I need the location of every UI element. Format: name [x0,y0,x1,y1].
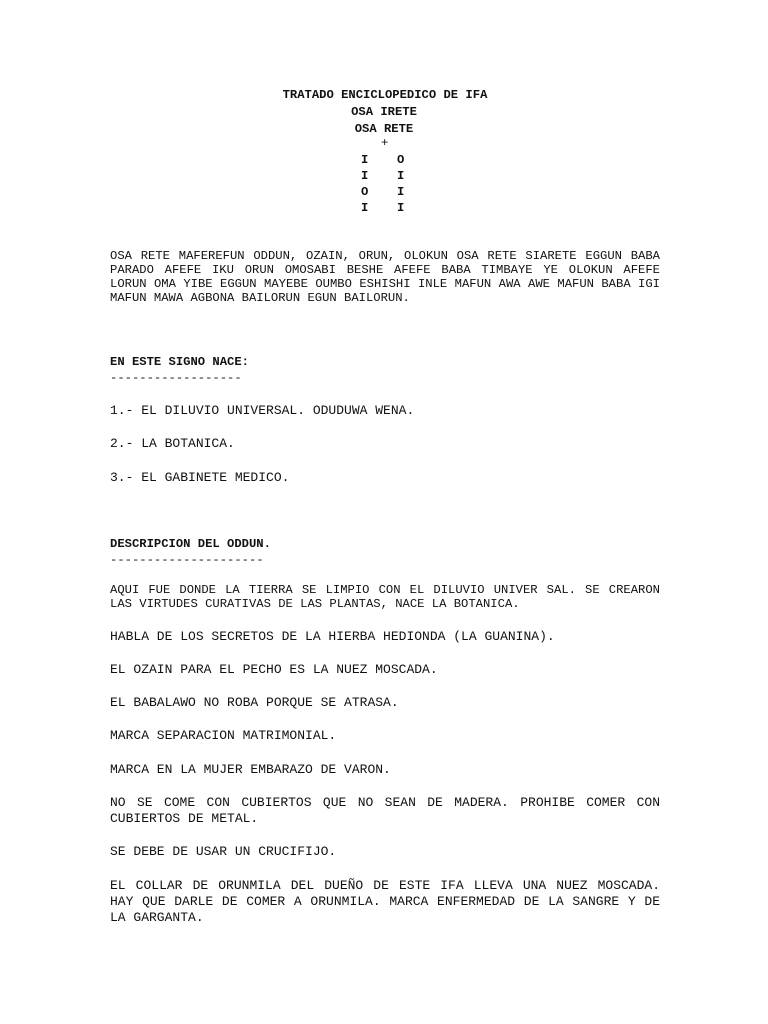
odu-mark-left: O [361,185,369,199]
description-paragraph: HABLA DE LOS SECRETOS DE LA HIERBA HEDIONDA (LA GUANINA). [110,629,555,644]
section-heading-nace: EN ESTE SIGNO NACE: [110,355,249,369]
list-item: 3.- EL GABINETE MEDICO. [110,470,290,485]
description-paragraph: NO SE COME CON CUBIERTOS QUE NO SEAN DE MADERA. PROHIBE COMER CON CUBIERTOS DE METAL. [110,795,660,826]
document-subtitle-2: OSA RETE [354,122,414,136]
odu-mark-right: I [397,185,405,199]
section-underline: ------------------ [110,371,242,385]
document-header [0,87,768,138]
odu-row [361,169,421,185]
odu-mark-right: I [397,169,405,183]
description-paragraph: MARCA EN LA MUJER EMBARAZO DE VARON. [110,762,391,777]
description-paragraph: MARCA SEPARACION MATRIMONIAL. [110,728,337,743]
odu-row [361,185,421,201]
description-paragraph: SE DEBE DE USAR UN CRUCIFIJO. [110,844,337,859]
odu-row [361,153,421,169]
odu-row [361,201,421,217]
odu-mark-right: O [397,153,405,167]
odu-mark-left: I [361,201,369,215]
description-paragraph: EL BABALAWO NO ROBA PORQUE SE ATRASA. [110,695,399,710]
intro-paragraph: OSA RETE MAFEREFUN ODDUN, OZAIN, ORUN, OLOKUN OSA RETE SIARETE EGGUN BABA PARADO AFEFE IKU ORUN OMOSABI BESHE AFEFE BABA TIMBAYE YE OLOKUN AFEFE LORUN OMA YIBE EGGUN MAYEBE OUMBO ESHISHI INLE MAFUN AWA AWE MAFUN BABA IGI MAFUN MAWA AGBONA BAILORUN EGUN BAILORUN. [110,249,660,305]
list-item: 2.- LA BOTANICA. [110,436,235,451]
description-paragraph: EL OZAIN PARA EL PECHO ES LA NUEZ MOSCADA. [110,662,438,677]
description-paragraph: EL COLLAR DE ORUNMILA DEL DUEÑO DE ESTE IFA LLEVA UNA NUEZ MOSCADA. HAY QUE DARLE DE COMER A ORUNMILA. MARCA ENFERMEDAD DE LA SANGRE Y DE LA GARGANTA. [110,878,660,925]
section-heading-descripcion: DESCRIPCION DEL ODDUN. [110,537,271,551]
document-subtitle-1: OSA IRETE [351,105,417,119]
list-item: 1.- EL DILUVIO UNIVERSAL. ODUDUWA WENA. [110,403,415,418]
odu-mark-right: I [397,201,405,215]
odu-plus-mark: + [381,136,389,150]
odu-mark-left: I [361,169,369,183]
section-underline: --------------------- [110,553,264,567]
odu-mark-left: I [361,153,369,167]
document-title: TRATADO ENCICLOPEDICO DE IFA [282,88,488,102]
description-paragraph: AQUI FUE DONDE LA TIERRA SE LIMPIO CON EL DILUVIO UNIVER SAL. SE CREARON LAS VIRTUDES CURATIVAS DE LAS PLANTAS, NACE LA BOTANICA. [110,583,660,611]
